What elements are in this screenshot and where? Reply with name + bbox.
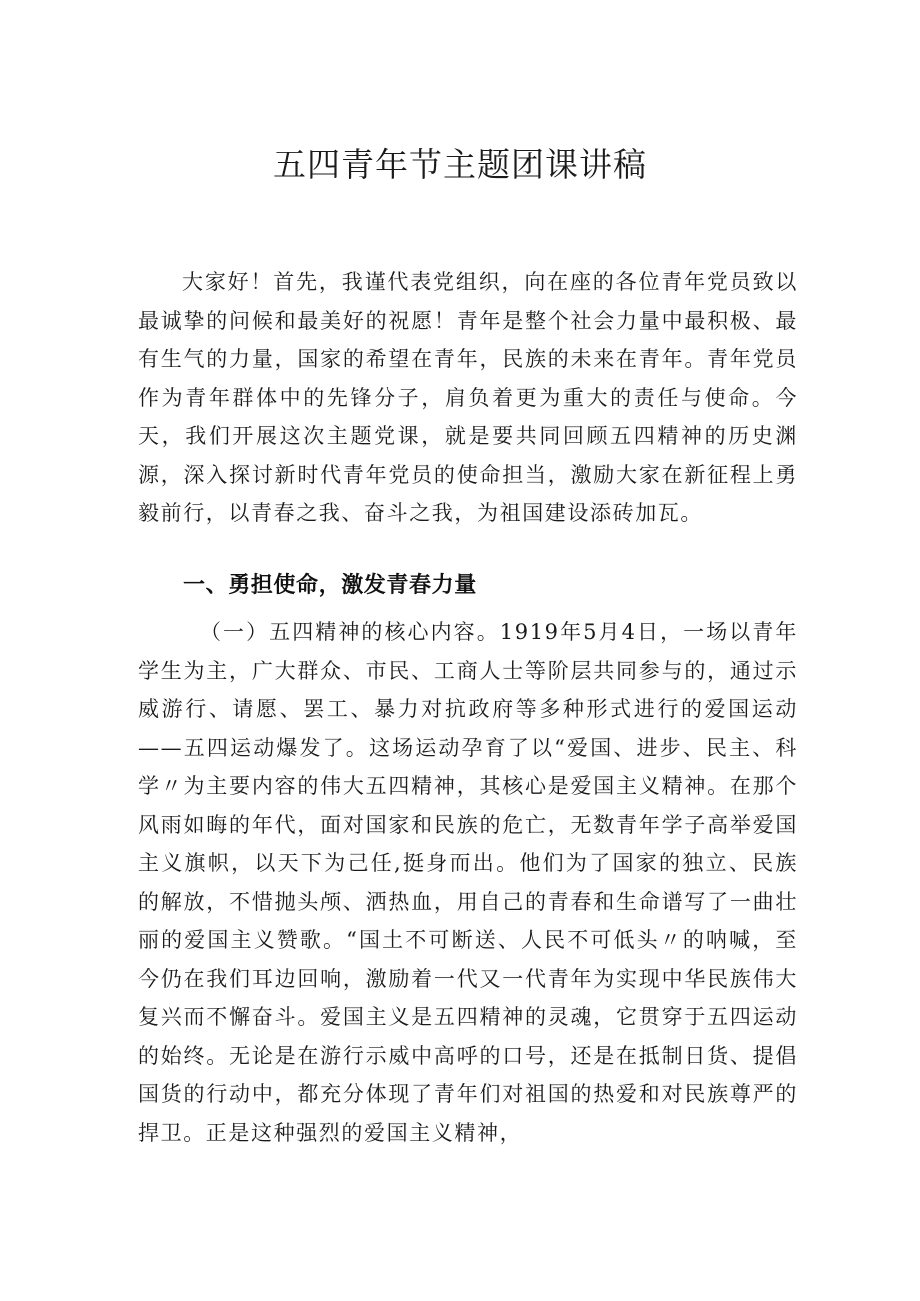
section-heading: 一、勇担使命，激发青春力量 — [183, 573, 477, 598]
body-paragraph: （一）五四精神的核心内容。1919年5月4日，一场以青年学生为主，广大群众、市民、工商人士等阶层共同参与的，通过示威游行、请愿、罢工、暴力对抗政府等多种形式进行的爱国运动——五四运动爆发了。这场运动孕育了以“爱国、进步、民主、科学〃为主要内容的伟大五四精神，其核心是爱国主义精神。在那个风雨如晦的年代，面对国家和民族的危亡，无数青年学子高举爱国主义旗帜，以天下为己任,挺身而出。他们为了国家的独立、民族的解放，不惜抛头颅、洒热血，用自己的青春和生命谱写了一曲壮丽的爱国主义赞歌。“国土不可断送、人民不可低头〃的呐喊，至今仍在我们耳边回响，激励着一代又一代青年为实现中华民族伟大复兴而不懈奋斗。爱国主义是五四精神的灵魂，它贯穿于五四运动的始终。无论是在游行示威中高呼的口号，还是在抵制日货、提倡国货的行动中，都充分体现了青年们对祖国的热爱和对民族尊严的捍卫。正是这种强烈的爱国主义精神， — [138, 620, 798, 1145]
intro-paragraph: 大家好！首先，我谨代表党组织，向在座的各位青年党员致以最诚挚的问候和最美好的祝愿！青年是整个社会力量中最积极、最有生气的力量，国家的希望在青年，民族的未来在青年。青年党员作为青年群体中的先锋分子，肩负着更为重大的责任与使命。今天，我们开展这次主题党课，就是要共同回顾五四精神的历史渊源，深入探讨新时代青年党员的使命担当，激励大家在新征程上勇毅前行，以青春之我、奋斗之我，为祖国建设添砖加瓦。 — [138, 270, 798, 525]
document-title: 五四青年节主题团课讲稿 — [273, 145, 647, 184]
